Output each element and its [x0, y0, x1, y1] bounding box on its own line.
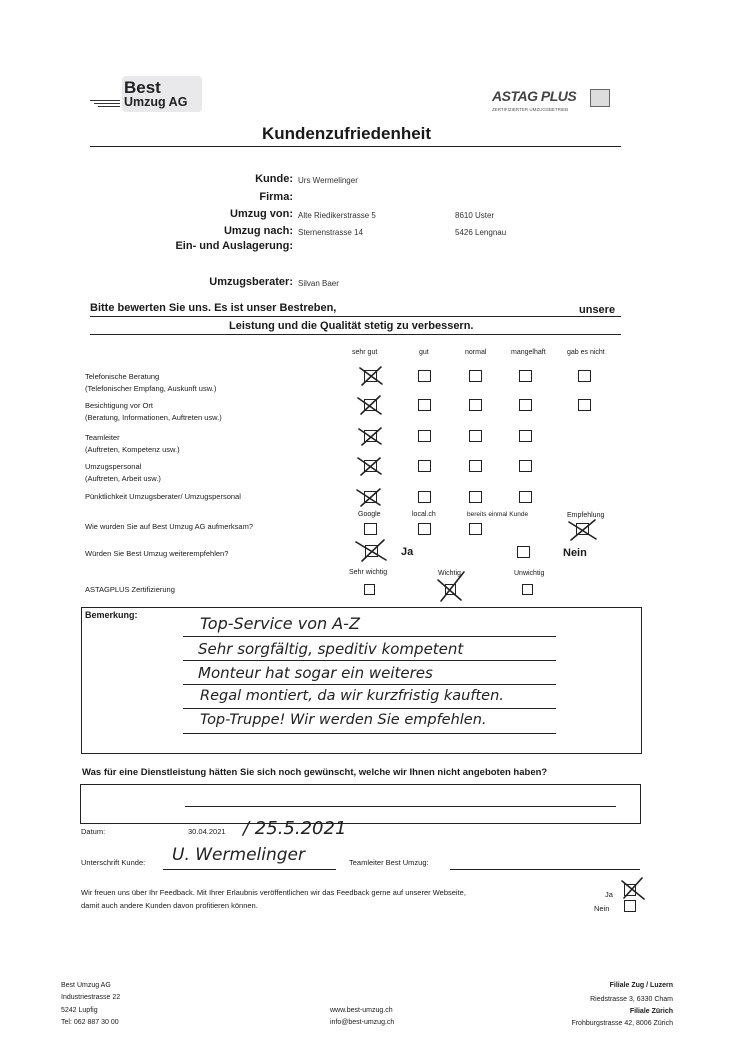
berater-label: Umzugsberater:	[209, 276, 293, 288]
footer-phone: Tel: 062 887 30 00	[61, 1019, 119, 1026]
row-sub: (Auftreten, Arbeit usw.)	[85, 474, 161, 483]
row-sub: (Auftreten, Kompetenz usw.)	[85, 445, 180, 454]
footer-branch-address: Riedstrasse 3, 6330 Cham	[590, 996, 673, 1003]
row-title: Pünktlichkeit Umzugsberater/ Umzugspersonal	[85, 492, 241, 501]
umzug-von-value: Alte Riedikerstrasse 5	[298, 211, 376, 220]
date-handwritten: / 25.5.2021	[243, 818, 347, 839]
astag-label: ASTAGPLUS Zertifizierung	[85, 585, 175, 594]
firma-label: Firma:	[259, 191, 293, 203]
page-title: Kundenzufriedenheit	[262, 124, 432, 143]
source-option: bereits einmal Kunde	[467, 511, 529, 518]
wish-box[interactable]	[80, 784, 641, 824]
footer-website-link[interactable]: www.best-umzug.ch	[330, 1007, 393, 1014]
recommend-yes-label: Ja	[401, 546, 414, 558]
footer-branch-address: Frohburgstrasse 42, 8006 Zürich	[571, 1020, 673, 1027]
intro-line1: Bitte bewerten Sie uns. Es ist unser Bestreben,	[90, 302, 337, 314]
berater-value: Silvan Baer	[298, 279, 339, 288]
customer-signature: U. Wermelinger	[172, 845, 305, 865]
astag-option: Sehr wichtig	[349, 569, 388, 576]
col-gut: gut	[419, 349, 429, 356]
kunde-label: Kunde:	[255, 173, 293, 185]
col-normal: normal	[465, 349, 487, 356]
umzug-von-city: 8610 Uster	[455, 211, 495, 220]
row-title: Telefonische Beratung	[85, 372, 160, 381]
astag-option: Unwichtig	[514, 570, 545, 577]
source-option: local.ch	[412, 511, 436, 518]
row-title: Besichtigung vor Ort	[85, 401, 153, 410]
umzug-von-label: Umzug von:	[230, 208, 293, 220]
consent-yes-checkbox[interactable]	[624, 884, 636, 896]
consent-line1: Wir freuen uns über Ihr Feedback. Mit Ihrer Erlaubnis veröffentlichen wir das Feedback gerne auf unserer Webseite,	[81, 888, 466, 897]
consent-no-checkbox[interactable]	[624, 900, 636, 912]
remark-line: Top-Service von A-Z	[200, 614, 360, 633]
source-question: Wie wurden Sie auf Best Umzug AG aufmerksam?	[85, 522, 253, 531]
date-label: Datum:	[81, 827, 106, 836]
lagerung-label: Ein- und Auslagerung:	[175, 240, 293, 252]
umzug-nach-label: Umzug nach:	[223, 225, 293, 237]
footer-street: Industriestrasse 22	[61, 994, 121, 1001]
source-option: Empfehlung	[567, 512, 605, 519]
consent-line2: damit auch andere Kunden davon profitieren können.	[81, 901, 258, 910]
row-title: Teamleiter	[85, 433, 120, 442]
signature-customer-label: Unterschrift Kunde:	[81, 858, 146, 867]
astag-plus-logo: ASTAG PLUS ZERTIFIZIERTER UMZUGSBETRIEB	[492, 88, 612, 118]
footer-city: 5242 Lupfig	[61, 1007, 98, 1014]
remark-line: Sehr sorgfältig, speditiv kompetent	[198, 640, 464, 658]
remark-line: Monteur hat sogar ein weiteres	[198, 664, 433, 682]
col-mangelhaft: mangelhaft	[511, 349, 546, 356]
kunde-value: Urs Wermelinger	[298, 176, 358, 185]
wish-question: Was für eine Dienstleistung hätten Sie sich noch gewünscht, welche wir Ihnen nicht angeboten haben?	[82, 767, 548, 778]
row-title: Umzugspersonal	[85, 462, 142, 471]
date-printed: 30.04.2021	[188, 827, 226, 836]
best-umzug-logo: Best Umzug AG	[88, 76, 208, 116]
row-sub: (Beratung, Informationen, Auftreten usw.)	[85, 413, 222, 422]
footer-branch-title: Filiale Zug / Luzern	[609, 982, 673, 989]
umzug-nach-city: 5426 Lengnau	[455, 228, 507, 237]
footer-email-link[interactable]: info@best-umzug.ch	[330, 1019, 395, 1026]
footer-branch-title: Filiale Zürich	[629, 1008, 673, 1015]
col-gab-es-nicht: gab es nicht	[567, 349, 605, 356]
astag-option: Wichtig	[438, 570, 461, 577]
remark-line: Regal montiert, da wir kurzfristig kauften.	[200, 688, 504, 704]
umzug-nach-value: Sternenstrasse 14	[298, 228, 363, 237]
recommend-no-label: Nein	[563, 547, 587, 559]
consent-no-label: Nein	[594, 904, 610, 913]
intro-line1-end: unsere	[579, 304, 616, 316]
recommend-question: Würden Sie Best Umzug weiterempfehlen?	[85, 549, 229, 558]
row-sub: (Telefonischer Empfang, Auskunft usw.)	[85, 384, 217, 393]
intro-line2: Leistung und die Qualität stetig zu verbessern.	[229, 320, 474, 332]
footer-company: Best Umzug AG	[61, 982, 111, 989]
signature-team-label: Teamleiter Best Umzug:	[349, 858, 429, 867]
consent-yes-label: Ja	[605, 890, 613, 899]
col-sehr-gut: sehr gut	[352, 349, 378, 356]
remarks-label: Bemerkung:	[85, 610, 138, 620]
source-option: Google	[358, 511, 381, 518]
remark-line: Top-Truppe! Wir werden Sie empfehlen.	[200, 712, 487, 728]
